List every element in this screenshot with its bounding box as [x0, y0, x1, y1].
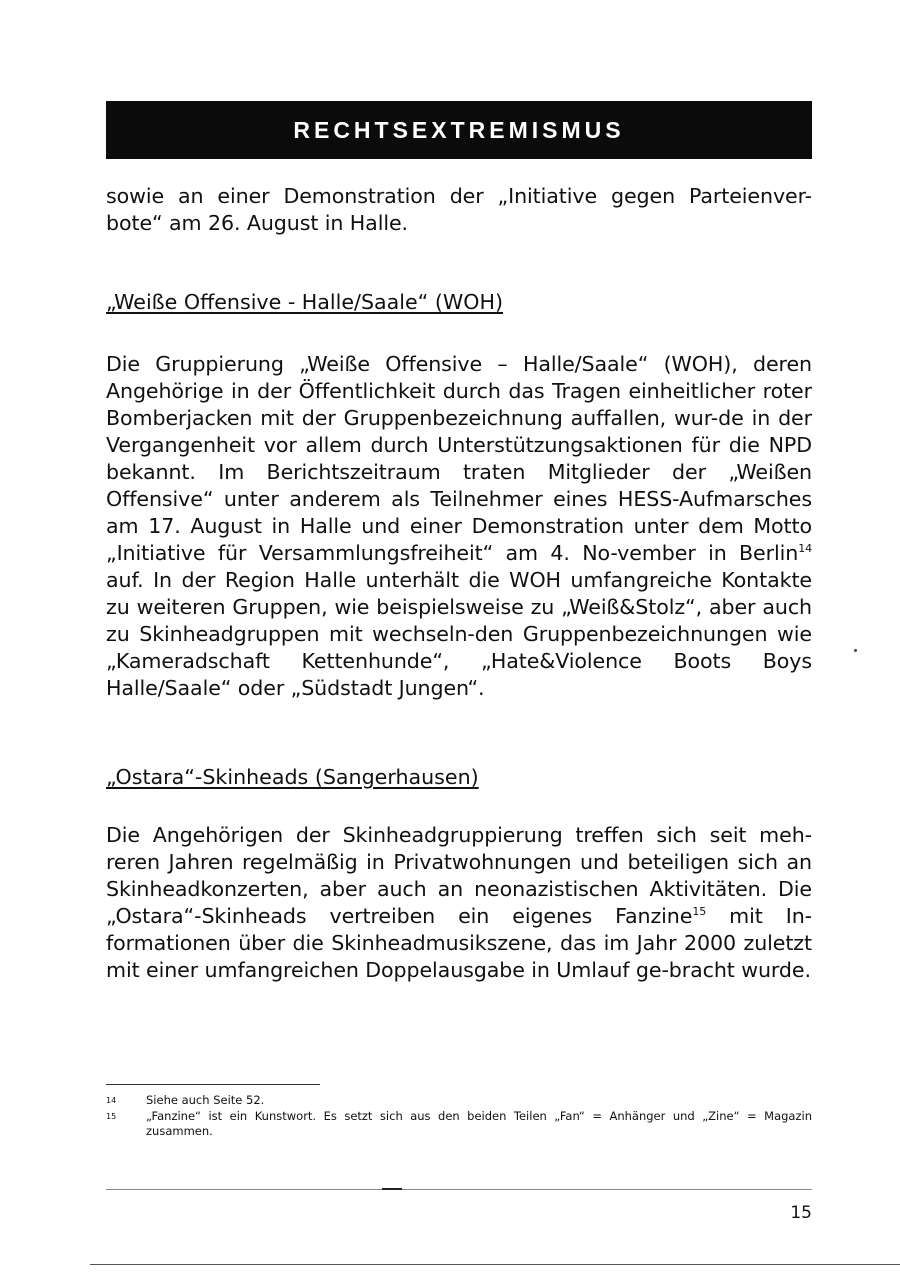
paragraph-ostara-part2: mit In-formationen über die Skinheadmusikszene, das im Jahr 2000 zuletzt mit einer umfangreichen Doppelausgabe in Umlauf ge-bracht wurde. — [106, 904, 812, 982]
scan-artifact-dot — [854, 649, 857, 652]
paragraph-woh-part1: Die Gruppierung „Weiße Offensive – Halle/Saale“ (WOH), deren Angehörige in der Öffentlichkeit durch das Tragen einheitlicher roter Bomberjacken mit der Gruppenbezeichnung auffallen, wur-de in der Vergangenheit vor allem durch Unterstützungsaktionen für die NPD bekannt. Im Berichtszeitraum traten Mitglieder der „Weißen Offensive“ unter anderem als Teilnehmer eines HESS-Aufmarsches am 17. August in Halle und einer Demonstration unter dem Motto „Initiative für Versammlungsfreiheit“ am 4. No-vember in Berlin — [106, 352, 812, 565]
footnote-ref-14: 14 — [798, 542, 812, 556]
footnote-text: Siehe auch Seite 52. — [146, 1093, 265, 1107]
footnote-mark: 14 — [106, 1096, 117, 1105]
footnote-15 — [106, 1109, 812, 1139]
chapter-header — [106, 101, 812, 159]
footnote-mark: 15 — [106, 1112, 117, 1121]
page-footer-rule — [106, 1189, 812, 1190]
paragraph-ostara — [106, 822, 812, 984]
footnote-14 — [106, 1093, 812, 1108]
paragraph-woh-part2: auf. In der Region Halle unterhält die WOH umfangreiche Kontakte zu weiteren Gruppen, wie beispielsweise zu „Weiß&Stolz“, aber auch zu Skinheadgruppen mit wechseln-den Gruppenbezeichnungen wie „Kameradschaft Kettenhunde“, „Hate&Violence Boots Boys Halle/Saale“ oder „Südstadt Jungen“. — [106, 568, 812, 700]
section-heading-ostara: „Ostara“-Skinheads (Sangerhausen) — [106, 765, 479, 789]
paragraph-woh — [106, 351, 812, 702]
paragraph-ostara-part1: Die Angehörigen der Skinheadgruppierung treffen sich seit meh-reren Jahren regelmäßig in Privatwohnungen und beteiligen sich an Skinheadkonzerten, aber auch an neonazistischen Aktivitäten. Die „Ostara“-Skinheads vertreiben ein eigenes Fanzine — [106, 823, 812, 928]
page-bottom-edge — [90, 1264, 900, 1265]
footnote-text: „Fanzine“ ist ein Kunstwort. Es setzt sich aus den beiden Teilen „Fan“ = Anhänger und „Zine“ = Magazin zusammen. — [146, 1109, 812, 1138]
section-heading-woh: „Weiße Offensive - Halle/Saale“ (WOH) — [106, 290, 504, 314]
chapter-title: RECHTSEXTREMISMUS — [293, 116, 625, 143]
footnote-divider — [106, 1084, 320, 1085]
footnote-ref-15: 15 — [692, 905, 707, 919]
page-footer-rule-accent — [382, 1188, 402, 1190]
page-number: 15 — [790, 1203, 812, 1223]
intro-paragraph: sowie an einer Demonstration der „Initiative gegen Parteienver-bote“ am 26. August in Halle. — [106, 184, 812, 235]
